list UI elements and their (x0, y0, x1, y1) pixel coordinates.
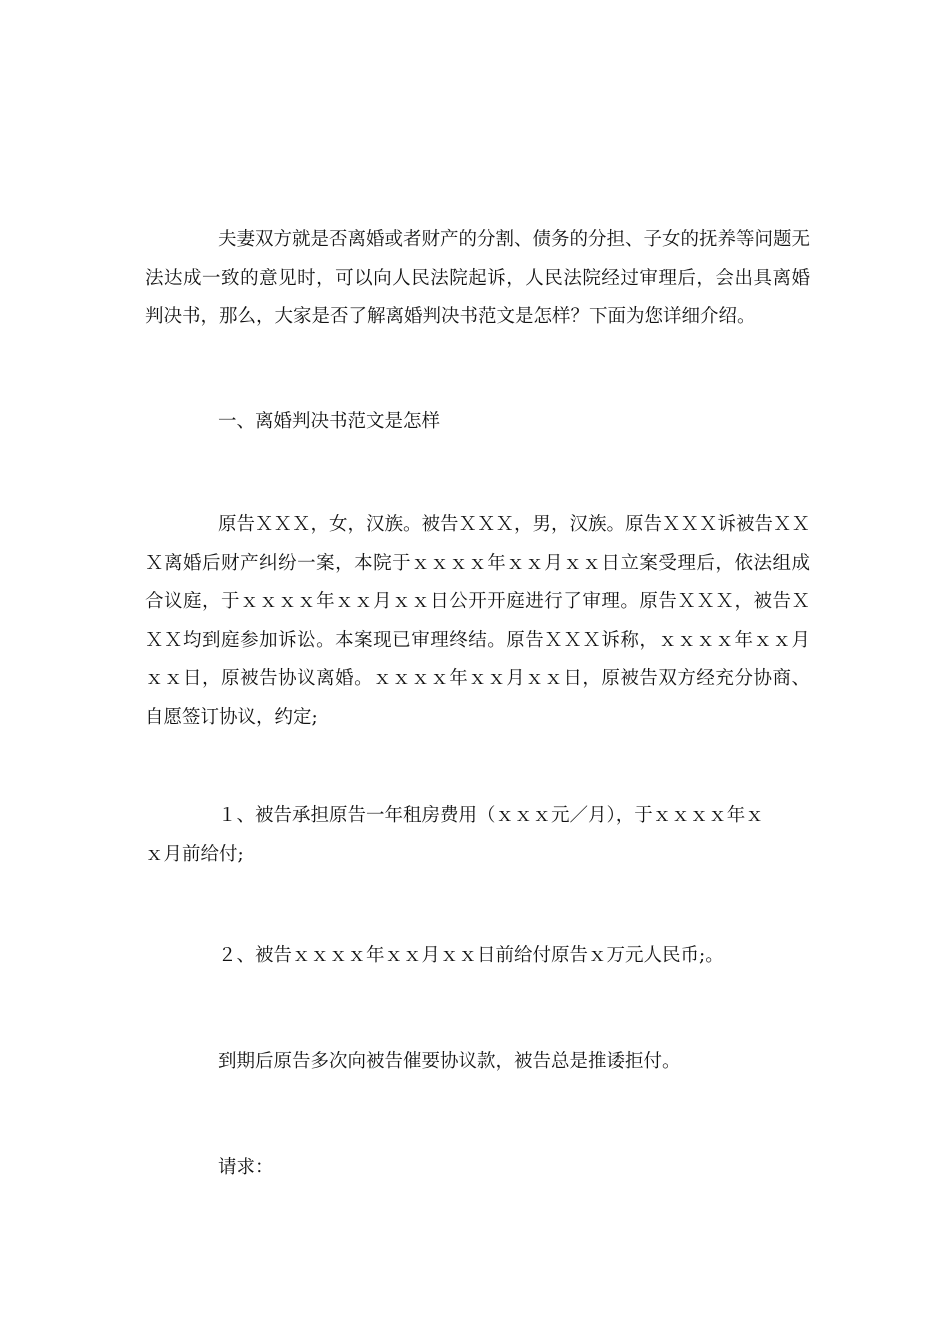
agreement-item-2: ２、被告ｘｘｘｘ年ｘｘ月ｘｘ日前给付原告ｘ万元人民币;。 (218, 945, 724, 966)
overdue-paragraph: 到期后原告多次向被告催要协议款，被告总是推诿拒付。 (218, 1051, 681, 1072)
intro-paragraph: 夫妻双方就是否离婚或者财产的分割、债务的分担、子女的抚养等问题无法达成一致的意见时，可以向人民法院起诉，人民法院经过审理后，会出具离婚判决书，那么，大家是否了解离婚判决书范文是怎样？下面为您详细介绍。 (145, 229, 811, 327)
request-label: 请求： (218, 1157, 274, 1178)
agreement-item-1-line-1: １、被告承担原告一年租房费用（ｘｘｘ元／月），于ｘｘｘｘ年ｘ (218, 805, 764, 826)
section-heading: 一、离婚判决书范文是怎样 (218, 411, 441, 432)
case-paragraph: 原告ＸＸＸ，女，汉族。被告ＸＸＸ，男，汉族。原告ＸＸＸ诉被告ＸＸＸ离婚后财产纠纷一案，本院于ｘｘｘｘ年ｘｘ月ｘｘ日立案受理后，依法组成合议庭，于ｘｘｘｘ年ｘｘ月ｘｘ日公开开庭进行了审理。原告ＸＸＸ，被告ＸＸＸ均到庭参加诉讼。本案现已审理终结。原告ＸＸＸ诉称，ｘｘｘｘ年ｘｘ月ｘｘ日，原被告协议离婚。ｘｘｘｘ年ｘｘ月ｘｘ日，原被告双方经充分协商、自愿签订协议，约定; (145, 514, 811, 728)
agreement-item-1-line-2: ｘ月前给付; (145, 844, 244, 865)
